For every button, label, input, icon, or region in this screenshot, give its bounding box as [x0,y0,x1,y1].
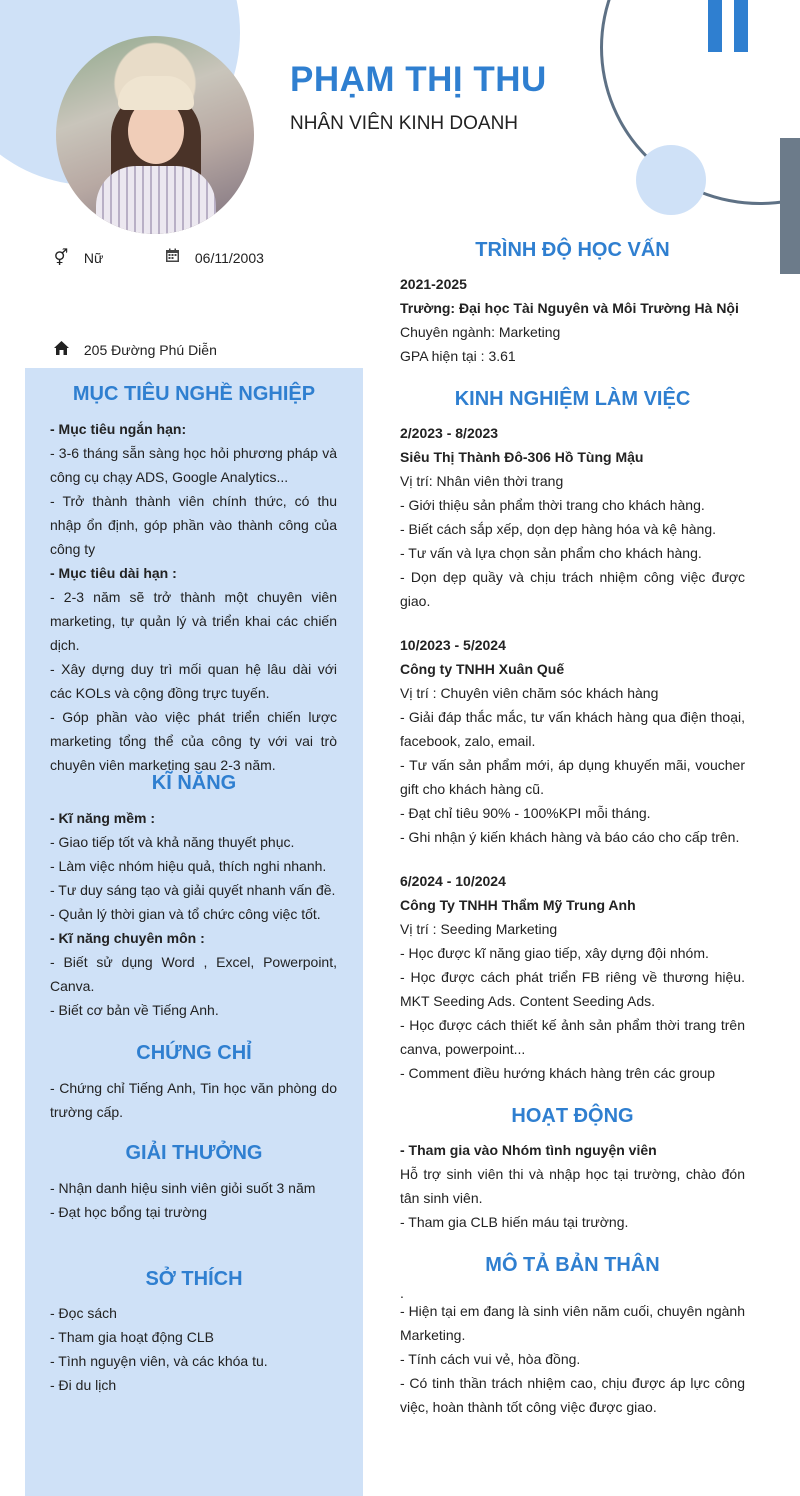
education-gpa: GPA hiện tại : 3.61 [400,348,516,364]
address-value: 205 Đường Phú Diễn [83,342,217,358]
job-position: Vị trí : Seeding Marketing [400,921,558,937]
job-item: - Tư vấn sản phẩm mới, áp dụng khuyến mãi, voucher gift cho khách hàng cũ. [400,757,745,797]
education-school: Trường: Đại học Tài Nguyên và Môi Trường Hà Nội [400,300,739,316]
short-term-heading: - Mục tiêu ngắn hạn: [50,421,187,437]
calendar-icon [163,248,181,268]
activities-title: HOẠT ĐỘNG [511,1105,634,1127]
address-row [52,341,217,360]
birthday-row [163,248,264,268]
skills-title: KĨ NĂNG [151,772,237,794]
about-item: - Tính cách vui vẻ, hòa đồng. [400,1351,581,1367]
job-item: - Đạt chỉ tiêu 90% - 100%KPI mỗi tháng. [400,805,651,821]
hobby-item: - Tham gia hoạt động CLB [50,1329,214,1345]
education-period: 2021-2025 [400,276,467,292]
hobby-item: - Đọc sách [50,1305,117,1321]
job-item: - Học được cách phát triển FB riêng về thương hiệu. MKT Seeding Ads. Content Seeding Ads. [400,969,745,1009]
decor-bar [708,0,722,52]
birthday-value: 06/11/2003 [194,250,264,266]
hobbies-content [50,1301,337,1397]
job-company: Công ty TNHH Xuân Quế [400,661,565,677]
soft-skill-item: - Tư duy sáng tạo và giải quyết nhanh vấn đề. [50,882,336,898]
gender-row [52,248,103,268]
job-item: - Giải đáp thắc mắc, tư vấn khách hàng qua điện thoại, facebook, zalo, email. [400,709,745,749]
hard-skills-heading: - Kĩ năng chuyên môn : [50,930,205,946]
candidate-role: NHÂN VIÊN KINH DOANH [290,113,519,134]
certificates-content [50,1076,337,1124]
education-major: Chuyên ngành: Marketing [400,324,561,340]
long-term-item: - Xây dựng duy trì mối quan hệ lâu dài với các KOLs và cộng đồng trực tuyến. [50,661,337,701]
job-item: - Tư vấn và lựa chọn sản phẩm cho khách hàng. [400,545,702,561]
about-item: - Hiện tại em đang là sinh viên năm cuối, chuyên ngành Marketing. [400,1303,745,1343]
education-title: TRÌNH ĐỘ HỌC VẤN [475,239,670,261]
experience-title: KINH NGHIỆM LÀM VIỆC [454,388,691,410]
experience-job [400,633,745,849]
experience-job [400,869,745,1085]
gender-value: Nữ [83,250,104,266]
education-content [400,272,745,368]
award-item: - Nhận danh hiệu sinh viên giỏi suốt 3 năm [50,1180,316,1196]
soft-skill-item: - Giao tiếp tốt và khả năng thuyết phục. [50,834,295,850]
hard-skill-item: - Biết sử dụng Word , Excel, Powerpoint, Canva. [50,954,337,994]
long-term-item: - Góp phần vào việc phát triển chiến lược marketing tổng thể của công ty với vai trò chuyên viên marketing sau 2-3 năm. [50,709,337,773]
certificates-title: CHỨNG CHỈ [136,1042,252,1064]
hobby-item: - Tình nguyện viên, và các khóa tu. [50,1353,268,1369]
job-item: - Giới thiệu sản phẩm thời trang cho khách hàng. [400,497,705,513]
activity-item: - Tham gia CLB hiến máu tại trường. [400,1214,629,1230]
soft-skills-heading: - Kĩ năng mềm : [50,810,156,826]
job-item: - Học được cách thiết kế ảnh sản phẩm thời trang trên canva, powerpoint... [400,1017,745,1057]
job-item: - Ghi nhận ý kiến khách hàng và báo cáo cho cấp trên. [400,829,740,845]
hobbies-title: SỞ THÍCH [145,1268,243,1290]
job-position: Vị trí : Chuyên viên chăm sóc khách hàng [400,685,659,701]
award-item: - Đạt học bổng tại trường [50,1204,208,1220]
about-item: - Có tinh thần trách nhiệm cao, chịu được áp lực công việc, hoàn thành tốt công việc được giao. [400,1375,745,1415]
decor-bar [734,0,748,52]
hard-skill-item: - Biết cơ bản về Tiếng Anh. [50,1002,219,1018]
long-term-heading: - Mục tiêu dài hạn : [50,565,177,581]
gender-icon: ⚥ [53,250,69,267]
candidate-name: PHẠM THỊ THU [290,60,547,99]
short-term-item: - 3-6 tháng sẵn sàng học hỏi phương pháp và công cụ chạy ADS, Google Analytics... [50,445,337,485]
job-company: Công Ty TNHH Thẩm Mỹ Trung Anh [400,897,636,913]
soft-skill-item: - Làm việc nhóm hiệu quả, thích nghi nhanh. [50,858,327,874]
short-term-item: - Trở thành thành viên chính thức, có thu nhập ổn định, góp phần vào thành công của công ty [50,493,337,557]
long-term-item: - 2-3 năm sẽ trở thành một chuyên viên marketing, tự quản lý và triển khai các chiến dịch. [50,589,337,653]
awards-title: GIẢI THƯỞNG [125,1142,263,1164]
skills-content [50,806,337,1022]
avatar [56,36,254,234]
about-lead: . [400,1285,404,1301]
hobby-item: - Đi du lịch [50,1377,117,1393]
job-period: 2/2023 - 8/2023 [400,425,499,441]
about-title: MÔ TẢ BẢN THÂN [485,1254,660,1276]
decor-dot-top-right [636,145,706,215]
job-item: - Comment điều hướng khách hàng trên các group [400,1065,716,1081]
job-item: - Biết cách sắp xếp, dọn dẹp hàng hóa và kệ hàng. [400,521,717,537]
job-item: - Học được kĩ năng giao tiếp, xây dựng đội nhóm. [400,945,709,961]
career-goals-title: MỤC TIÊU NGHỀ NGHIỆP [72,383,316,405]
certificate-item: - Chứng chỉ Tiếng Anh, Tin học văn phòng do trường cấp. [50,1080,337,1120]
activity-heading: - Tham gia vào Nhóm tình nguyện viên [400,1142,657,1158]
job-item: - Dọn dẹp quầy và chịu trách nhiệm công việc được giao. [400,569,745,609]
job-period: 6/2024 - 10/2024 [400,873,506,889]
job-period: 10/2023 - 5/2024 [400,637,506,653]
job-position: Vị trí: Nhân viên thời trang [400,473,564,489]
about-content [400,1287,745,1419]
career-goals-content [50,417,337,777]
activity-item: Hỗ trợ sinh viên thi và nhập học tại trường, chào đón tân sinh viên. [400,1166,745,1206]
home-icon [52,341,70,360]
experience-job [400,421,745,613]
soft-skill-item: - Quản lý thời gian và tổ chức công việc tốt. [50,906,321,922]
activities-content [400,1138,745,1234]
awards-content [50,1176,337,1224]
decor-side-bar [780,138,800,274]
job-company: Siêu Thị Thành Đô-306 Hồ Tùng Mậu [400,449,644,465]
